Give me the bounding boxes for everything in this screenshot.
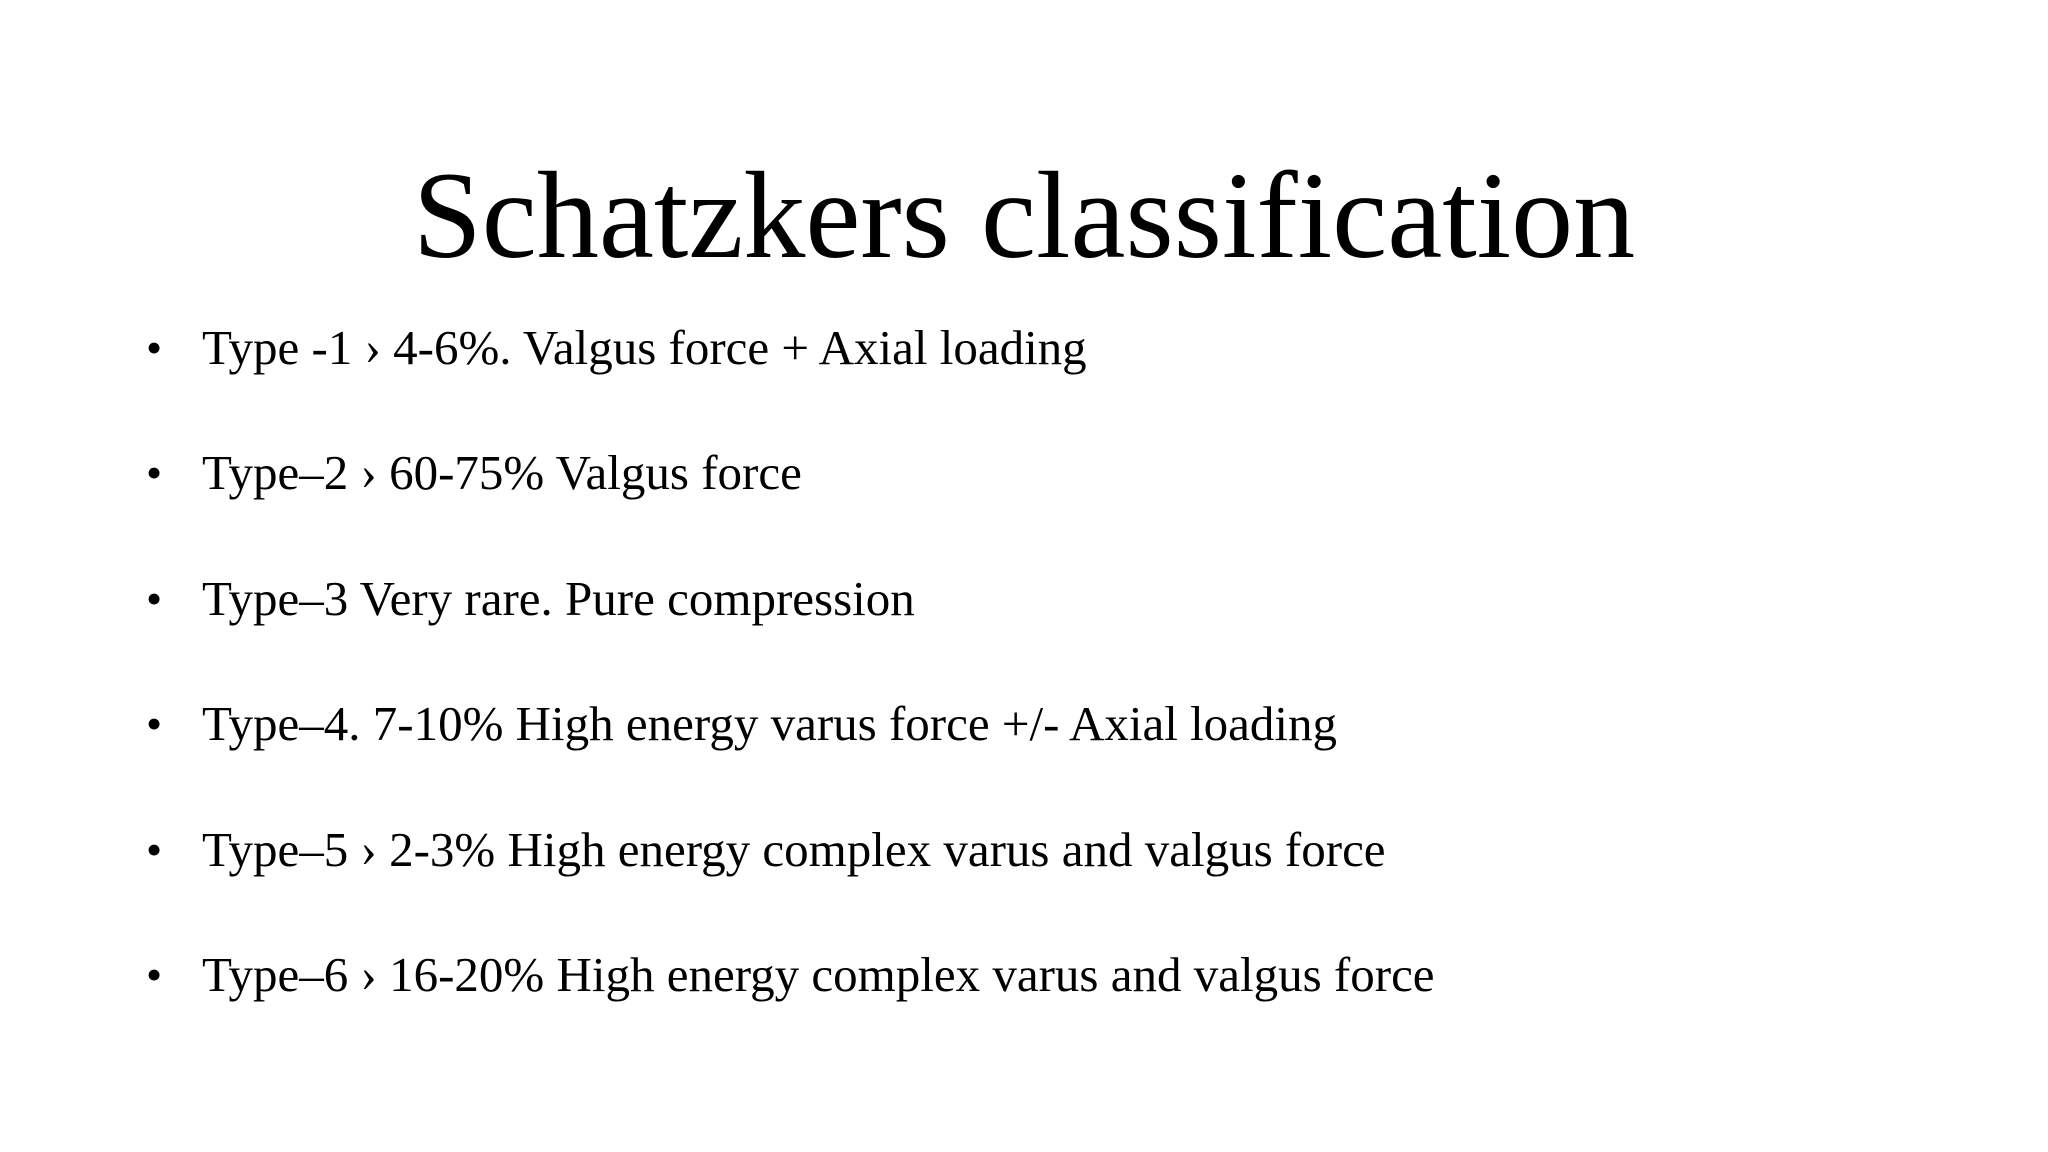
bullet-icon: • bbox=[146, 322, 163, 373]
bullet-icon: • bbox=[146, 698, 163, 749]
list-item-text: Type -1 › 4-6%. Valgus force + Axial loading bbox=[202, 320, 1087, 375]
list-item-text: Type–6 › 16-20% High energy complex varus and valgus force bbox=[202, 947, 1435, 1002]
bullet-icon: • bbox=[146, 447, 163, 498]
list-item-text: Type–3 Very rare. Pure compression bbox=[202, 571, 915, 626]
bullet-icon: • bbox=[146, 824, 163, 875]
list-item-text: Type–2 › 60-75% Valgus force bbox=[202, 445, 802, 500]
slide-title: Schatzkers classification bbox=[412, 147, 1636, 285]
list-item-text: Type–4. 7-10% High energy varus force +/- Axial loading bbox=[202, 696, 1338, 751]
bullet-icon: • bbox=[146, 949, 163, 1000]
bullet-icon: • bbox=[146, 573, 163, 624]
list-item-text: Type–5 › 2-3% High energy complex varus and valgus force bbox=[202, 822, 1386, 877]
